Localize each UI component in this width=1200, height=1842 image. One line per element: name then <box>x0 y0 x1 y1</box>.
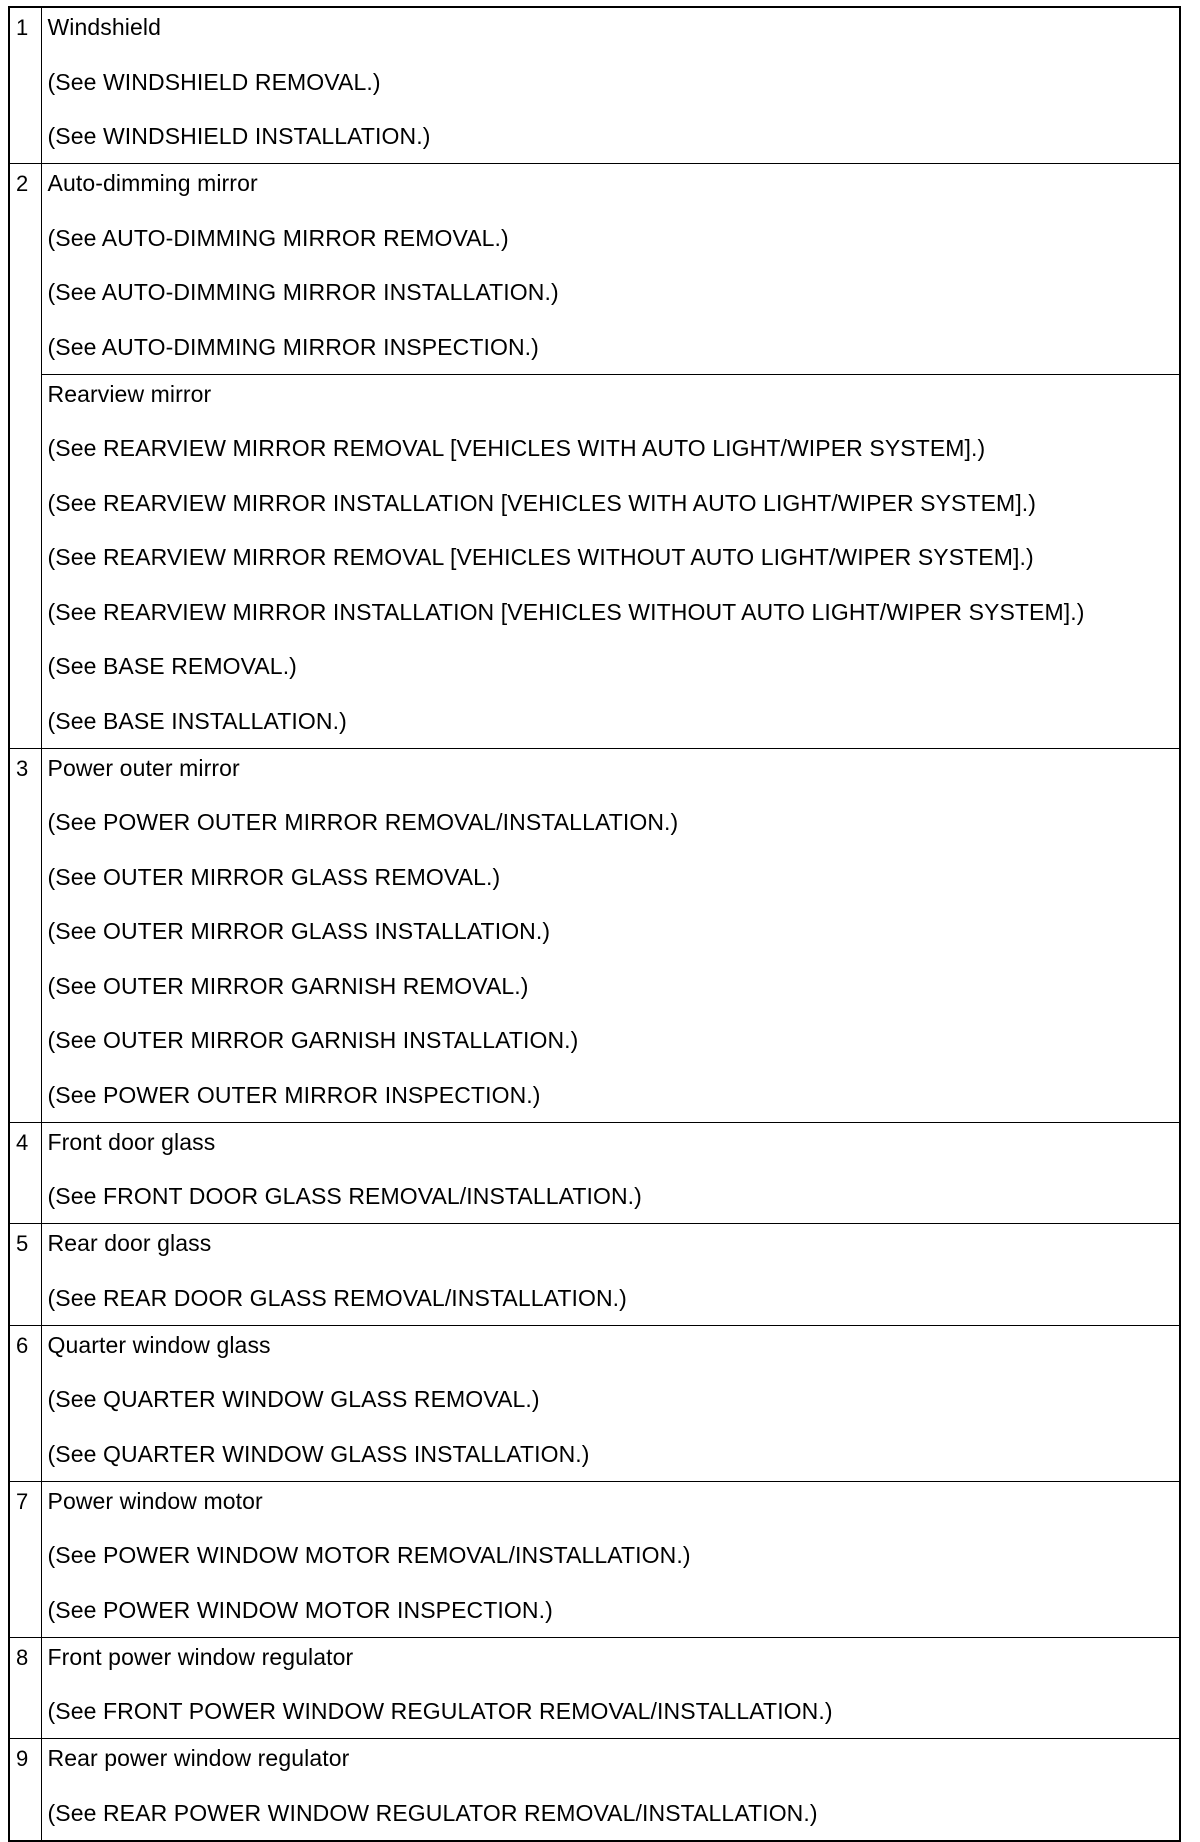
table-row <box>9 374 1180 748</box>
procedure-reference[interactable]: (See REAR DOOR GLASS REMOVAL/INSTALLATION.) <box>47 1284 627 1311</box>
row-number: 8 <box>9 1637 41 1739</box>
procedure-reference[interactable]: (See QUARTER WINDOW GLASS INSTALLATION.) <box>47 1440 590 1467</box>
procedure-reference[interactable]: (See QUARTER WINDOW GLASS REMOVAL.) <box>47 1386 540 1412</box>
table-row <box>9 1224 1180 1326</box>
row-number: 9 <box>9 1739 41 1841</box>
component-table-body <box>9 7 1180 1841</box>
component-title: Quarter window glass <box>47 1331 271 1358</box>
procedure-reference[interactable]: (See POWER WINDOW MOTOR INSPECTION.) <box>47 1596 553 1623</box>
component-title: Rear power window regulator <box>47 1745 350 1771</box>
component-title: Power outer mirror <box>47 754 240 781</box>
table-row <box>9 1325 1180 1481</box>
procedure-reference[interactable]: (See FRONT DOOR GLASS REMOVAL/INSTALLATION.) <box>47 1183 642 1209</box>
procedure-reference[interactable]: (See FRONT POWER WINDOW REGULATOR REMOVAL/INSTALLATION.) <box>47 1698 833 1724</box>
row-number: 7 <box>9 1481 41 1637</box>
row-content <box>41 1481 1180 1637</box>
row-number: 1 <box>9 7 41 164</box>
row-content <box>41 1637 1180 1739</box>
procedure-reference[interactable]: (See AUTO-DIMMING MIRROR INSTALLATION.) <box>47 279 559 305</box>
procedure-reference[interactable]: (See POWER OUTER MIRROR INSPECTION.) <box>47 1081 541 1108</box>
procedure-reference[interactable]: (See REARVIEW MIRROR INSTALLATION [VEHICLES WITHOUT AUTO LIGHT/WIPER SYSTEM].) <box>47 598 1085 625</box>
row-number: 5 <box>9 1224 41 1326</box>
procedure-reference[interactable]: (See REARVIEW MIRROR REMOVAL [VEHICLES WITH AUTO LIGHT/WIPER SYSTEM].) <box>47 435 986 461</box>
table-row <box>9 7 1180 164</box>
component-table <box>8 6 1181 1842</box>
table-row <box>9 1739 1180 1841</box>
procedure-reference[interactable]: (See BASE INSTALLATION.) <box>47 707 347 734</box>
table-row <box>9 1481 1180 1637</box>
procedure-reference[interactable]: (See OUTER MIRROR GLASS INSTALLATION.) <box>47 918 551 944</box>
procedure-reference[interactable]: (See POWER WINDOW MOTOR REMOVAL/INSTALLATION.) <box>47 1542 691 1568</box>
row-content <box>41 1224 1180 1326</box>
row-content <box>41 374 1180 748</box>
procedure-reference[interactable]: (See BASE REMOVAL.) <box>47 653 297 679</box>
row-content <box>41 1122 1180 1224</box>
component-title: Windshield <box>47 14 161 40</box>
row-content <box>41 1739 1180 1841</box>
procedure-reference[interactable]: (See OUTER MIRROR GARNISH REMOVAL.) <box>47 972 529 999</box>
procedure-reference[interactable]: (See WINDSHIELD INSTALLATION.) <box>47 123 431 149</box>
procedure-reference[interactable]: (See POWER OUTER MIRROR REMOVAL/INSTALLATION.) <box>47 809 679 835</box>
row-number: 6 <box>9 1325 41 1481</box>
component-title: Power window motor <box>47 1487 263 1514</box>
row-content <box>41 164 1180 375</box>
procedure-reference[interactable]: (See REARVIEW MIRROR REMOVAL [VEHICLES WITHOUT AUTO LIGHT/WIPER SYSTEM].) <box>47 544 1034 570</box>
row-number: 4 <box>9 1122 41 1224</box>
row-content <box>41 7 1180 164</box>
row-number: 3 <box>9 748 41 1122</box>
procedure-reference[interactable]: (See OUTER MIRROR GLASS REMOVAL.) <box>47 863 501 890</box>
procedure-reference[interactable]: (See WINDSHIELD REMOVAL.) <box>47 68 381 95</box>
table-row <box>9 164 1180 375</box>
row-content <box>41 1325 1180 1481</box>
component-title: Front door glass <box>47 1128 216 1155</box>
procedure-reference[interactable]: (See OUTER MIRROR GARNISH INSTALLATION.) <box>47 1027 579 1053</box>
row-number: 2 <box>9 164 41 749</box>
table-row <box>9 748 1180 1122</box>
component-title: Rearview mirror <box>47 380 212 407</box>
table-row <box>9 1122 1180 1224</box>
component-title: Front power window regulator <box>47 1643 354 1670</box>
procedure-reference[interactable]: (See REAR POWER WINDOW REGULATOR REMOVAL/INSTALLATION.) <box>47 1799 818 1826</box>
procedure-reference[interactable]: (See AUTO-DIMMING MIRROR INSPECTION.) <box>47 333 539 360</box>
procedure-reference[interactable]: (See REARVIEW MIRROR INSTALLATION [VEHICLES WITH AUTO LIGHT/WIPER SYSTEM].) <box>47 489 1037 516</box>
row-content <box>41 748 1180 1122</box>
component-title: Auto-dimming mirror <box>47 170 258 196</box>
component-title: Rear door glass <box>47 1230 212 1256</box>
table-row <box>9 1637 1180 1739</box>
procedure-reference[interactable]: (See AUTO-DIMMING MIRROR REMOVAL.) <box>47 224 509 251</box>
